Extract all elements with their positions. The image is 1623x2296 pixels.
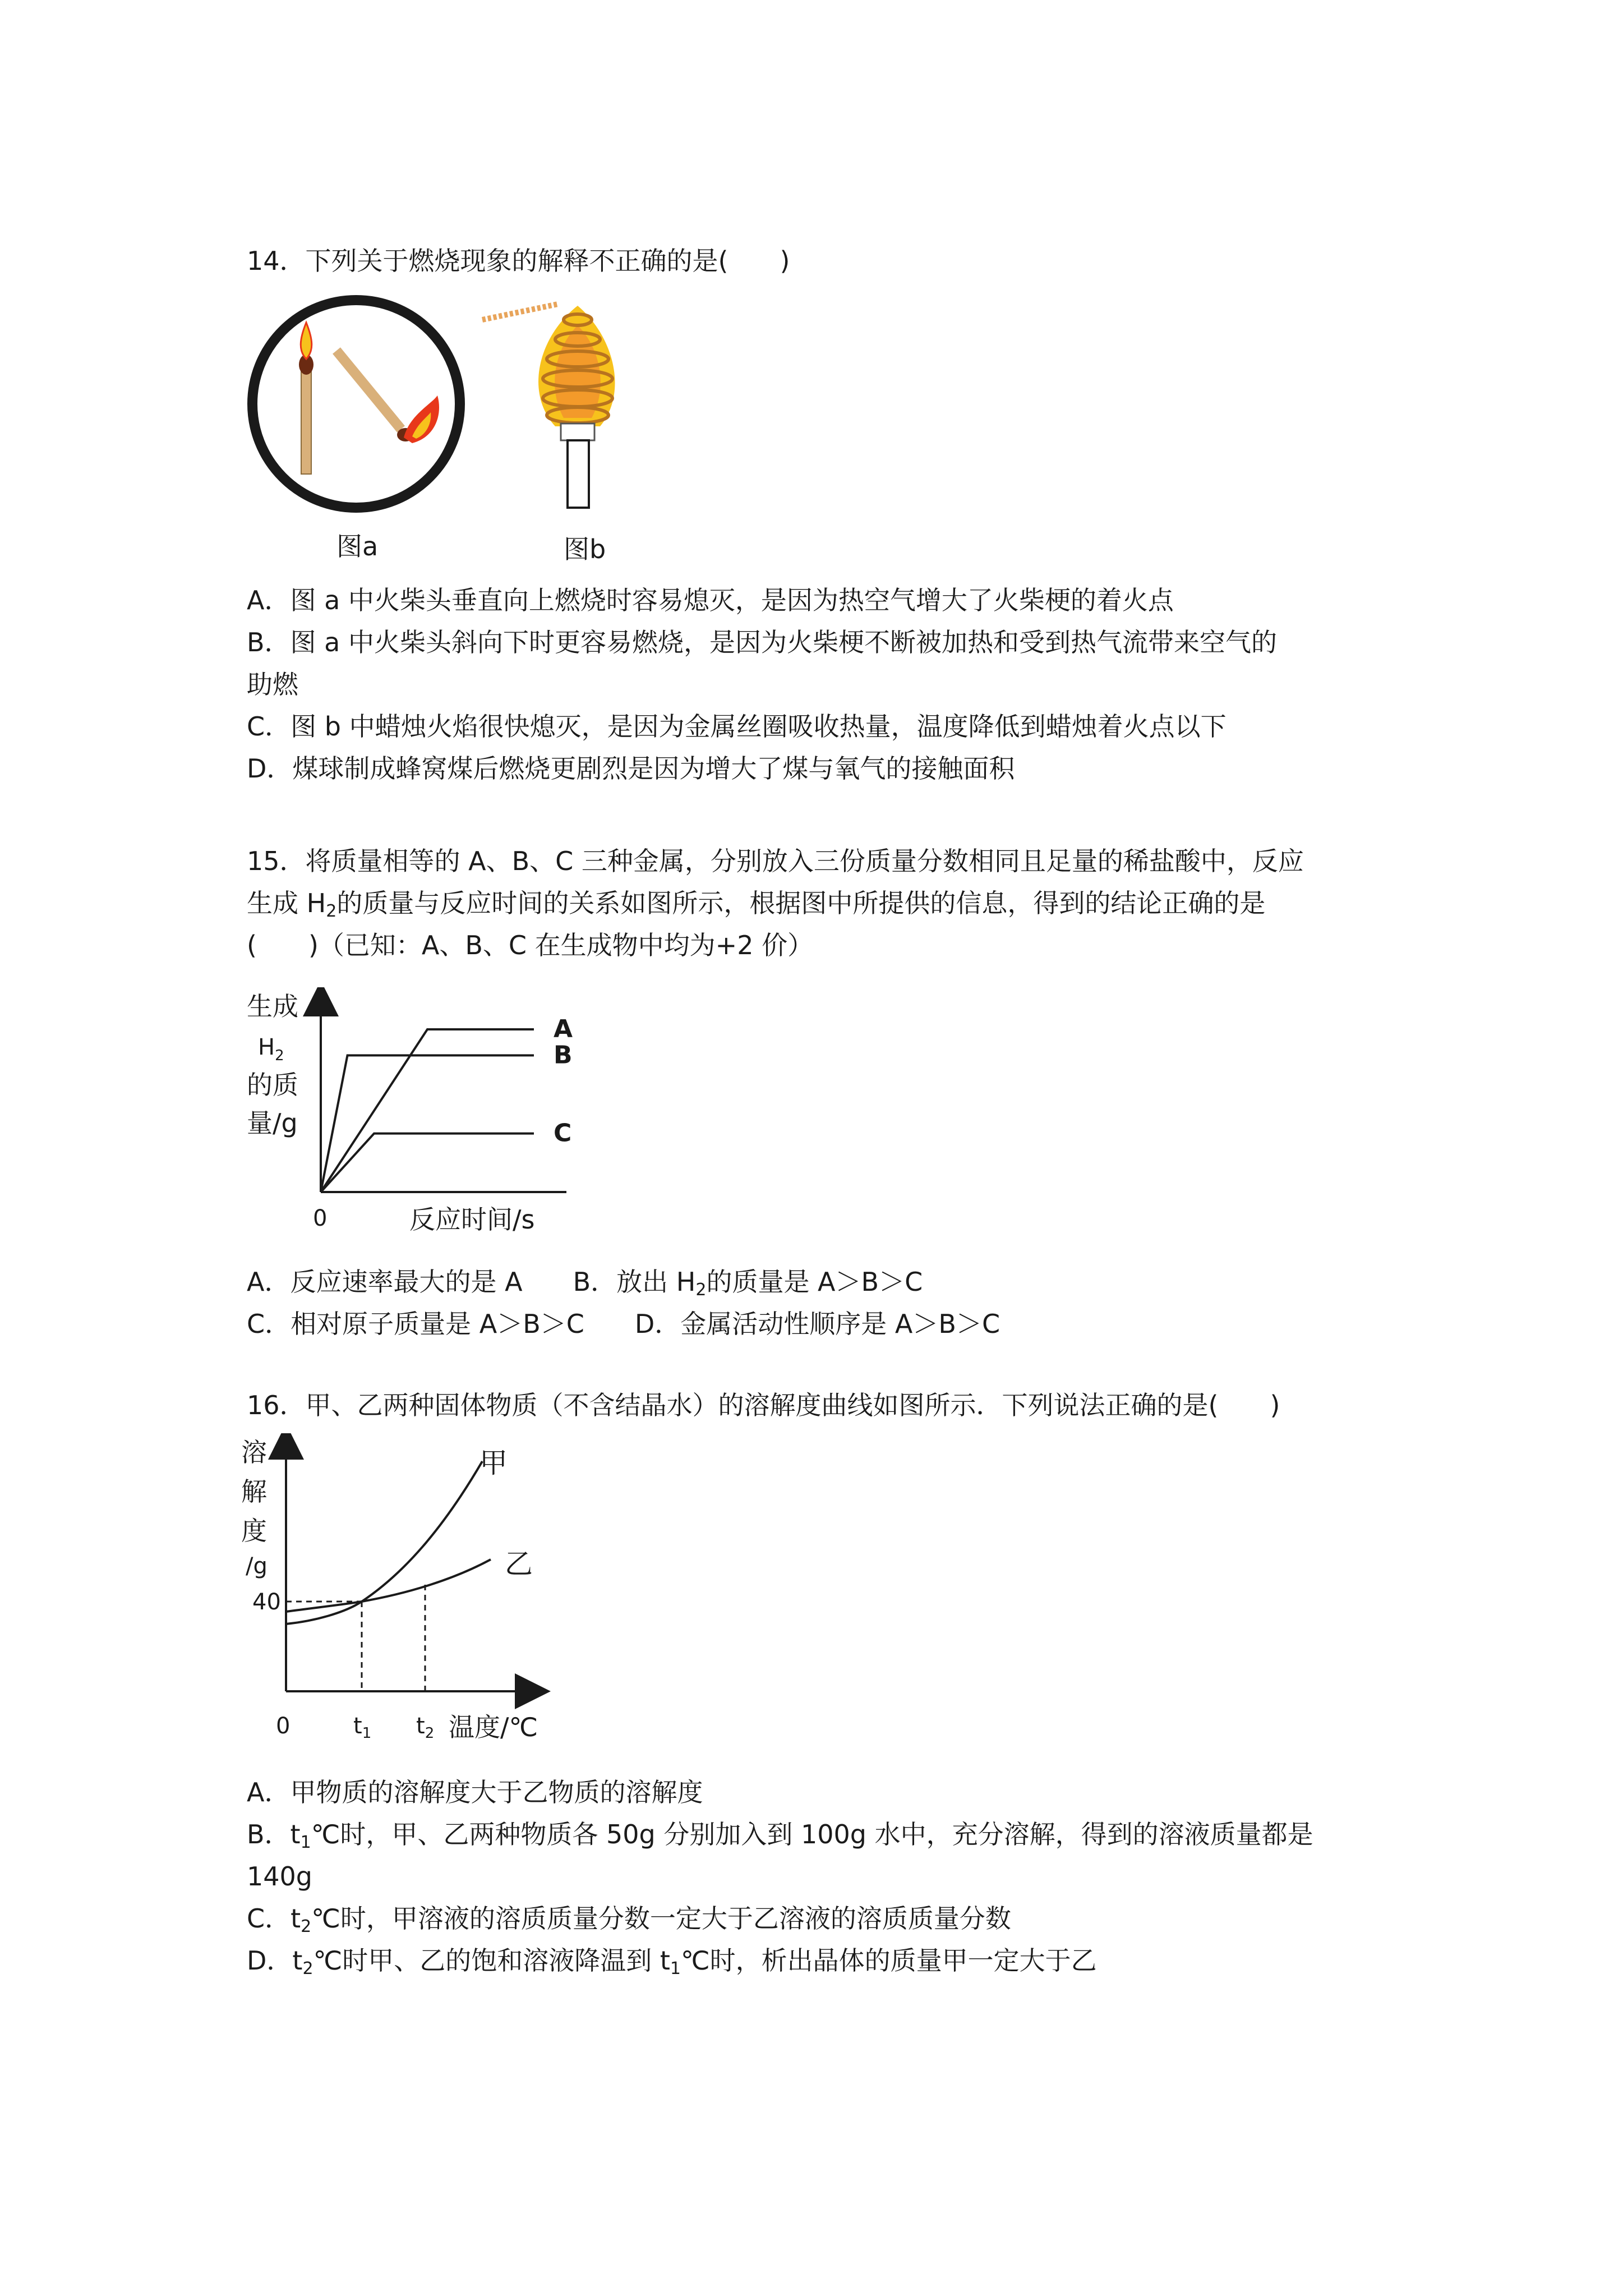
q15-stem-line2-a: 生成 H xyxy=(247,888,326,918)
q16-option-d[interactable]: D．$t_2℃$时甲、乙的饱和溶液降温到 $t_1℃$时，析出晶体的质量甲一定大于乙 xyxy=(247,1945,1097,1978)
q15-options-row1 xyxy=(247,1265,923,1299)
q16-xtick-t1: $t_1$ xyxy=(353,1713,372,1742)
q14-option-c[interactable]: C．图 b 中蜡烛火焰很快熄灭，是因为金属丝圈吸收热量，温度降低到蜡烛着火点以下 xyxy=(247,711,1227,742)
q14-option-a[interactable]: A．图 a 中火柴头垂直向上燃烧时容易熄灭，是因为热空气增大了火柴梗的着火点 xyxy=(247,585,1174,615)
q15-series-b xyxy=(321,1055,534,1192)
q16-curve-yi xyxy=(286,1559,491,1612)
slanted-match-flame xyxy=(404,395,439,443)
q15-stem-line3: ( )（已知：A、B、C 在生成物中均为+2 价） xyxy=(247,930,814,960)
slanted-match xyxy=(336,351,439,443)
q15-option-b[interactable]: B．放出 $H_2$的质量是 A＞B＞C xyxy=(573,1267,923,1300)
q16-ylabel-3: 度 xyxy=(241,1516,267,1546)
q14-option-d[interactable]: D．煤球制成蜂窝煤后燃烧更剧烈是因为增大了煤与氧气的接触面积 xyxy=(247,753,1015,784)
figure-a-label: 图a xyxy=(336,531,379,562)
q15-stem-line2 xyxy=(247,886,1265,920)
q15-ylabel-2: $H_2$ xyxy=(258,1034,284,1064)
q14-option-b-line2: 助燃 xyxy=(247,669,298,700)
q15-options-row2 xyxy=(247,1307,1000,1341)
q15-ylabel-4: 量/g xyxy=(247,1108,298,1138)
q15-ylabel-3: 的质 xyxy=(247,1070,298,1100)
q15-ylabel-1: 生成 xyxy=(247,991,298,1022)
q14-option-b-line1[interactable]: B．图 a 中火柴头斜向下时更容易燃烧，是因为火柴梗不断被加热和受到热气流带来空气的 xyxy=(247,627,1277,657)
q16-option-a[interactable]: A．甲物质的溶解度大于乙物质的溶解度 xyxy=(247,1777,703,1807)
q16-option-b-line1[interactable]: B．$t_1℃$时，甲、乙两种物质各 50g 分别加入到 100g 水中，充分溶解，得到的溶液质量都是 xyxy=(247,1819,1313,1852)
q15-stem-line1: 15．将质量相等的 A、B、C 三种金属，分别放入三份质量分数相同且足量的稀盐酸中，反应 xyxy=(247,846,1304,876)
q16-xlabel: 温度/℃ xyxy=(449,1712,538,1742)
q16-option-b-line2: 140g xyxy=(247,1861,312,1892)
wire-handle xyxy=(482,304,558,320)
q16-ytick-40: 40 xyxy=(252,1589,281,1615)
q14-figure-b xyxy=(471,292,662,572)
q15-option-c[interactable]: C．相对原子质量是 A＞B＞C xyxy=(247,1309,584,1339)
q16-ylabel-4: /g xyxy=(246,1553,268,1579)
q16-ylabel-2: 解 xyxy=(241,1476,267,1507)
q14-figure-a xyxy=(241,292,477,572)
vertical-match-flame xyxy=(301,323,312,359)
q16-ylabel-1: 溶 xyxy=(241,1437,267,1467)
q16-label-jia: 甲 xyxy=(479,1447,508,1479)
q15-series-label-b: B xyxy=(554,1041,573,1070)
q15-option-d[interactable]: D．金属活动性顺序是 A＞B＞C xyxy=(634,1309,1000,1339)
q15-stem-line2-b: 的质量与反应时间的关系如图所示，根据图中所提供的信息，得到的结论正确的是 xyxy=(336,888,1266,918)
figure-b-label: 图b xyxy=(564,534,606,564)
q15-series-label-a: A xyxy=(554,1015,573,1043)
q14-stem: 14．下列关于燃烧现象的解释不正确的是( ) xyxy=(247,246,790,276)
q15-stem-line2-sub: 2 xyxy=(326,901,337,921)
figure-a-ring xyxy=(252,300,460,508)
vertical-match-stick xyxy=(301,367,311,474)
q15-xlabel: 反应时间/s xyxy=(409,1204,535,1235)
q16-stem: 16．甲、乙两种固体物质（不含结晶水）的溶解度曲线如图所示．下列说法正确的是( ) xyxy=(247,1390,1280,1420)
q16-curve-jia xyxy=(286,1461,482,1624)
q16-chart xyxy=(241,1433,578,1747)
candle-body xyxy=(568,440,589,508)
q15-series-a xyxy=(321,1029,534,1192)
q15-chart xyxy=(241,987,589,1257)
q16-origin: 0 xyxy=(276,1713,291,1739)
q15-option-a[interactable]: A．反应速率最大的是 A xyxy=(247,1267,523,1297)
q16-xtick-t2: $t_2$ xyxy=(416,1713,435,1742)
q16-option-c[interactable]: C．$t_2℃$时，甲溶液的溶质质量分数一定大于乙溶液的溶质质量分数 xyxy=(247,1903,1011,1936)
q15-series-label-c: C xyxy=(554,1119,572,1148)
q15-origin: 0 xyxy=(313,1205,328,1231)
q16-label-yi: 乙 xyxy=(505,1548,533,1580)
